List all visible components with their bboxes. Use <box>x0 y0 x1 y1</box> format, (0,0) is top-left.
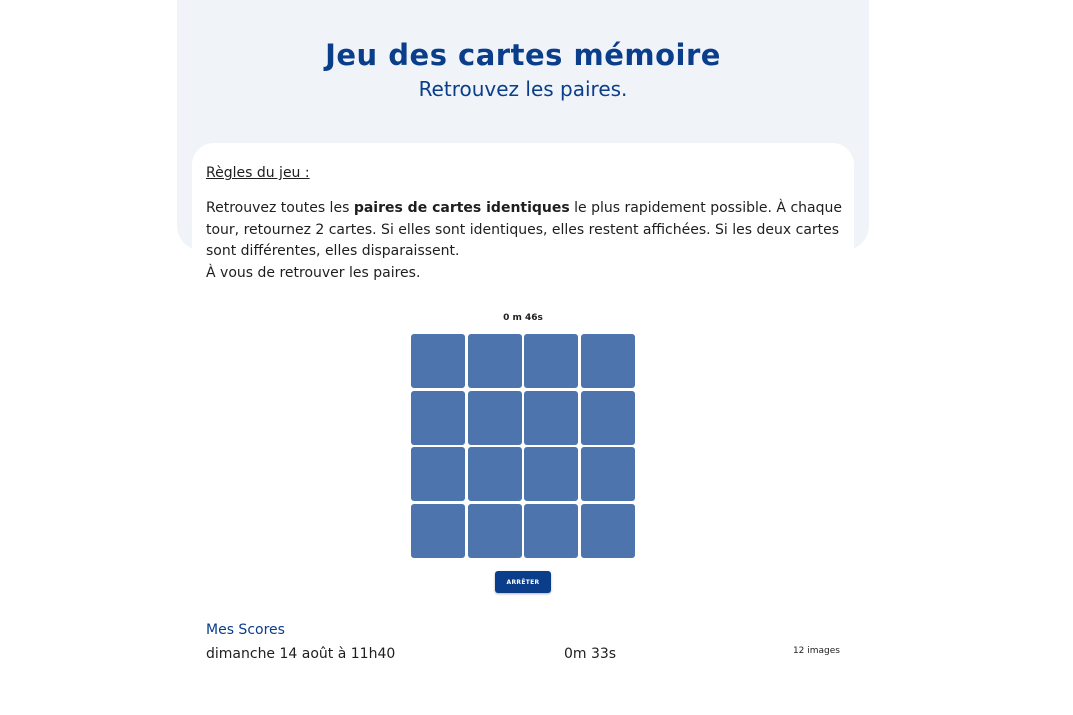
memory-card[interactable] <box>524 334 578 388</box>
memory-card[interactable] <box>411 391 465 445</box>
rules-detail: le plus rapidement possible. À chaque tour, retournez 2 cartes. Si elles sont identiques, elles restent affichées. Si les deux cartes sont différentes, elles disparaissent. <box>206 200 842 259</box>
rules-text <box>206 198 842 284</box>
memory-card[interactable] <box>468 391 522 445</box>
score-date: dimanche 14 août à 11h40 <box>206 646 396 662</box>
score-images: 12 images <box>792 646 840 656</box>
memory-card[interactable] <box>468 334 522 388</box>
scores-heading: Mes Scores <box>206 622 285 638</box>
page-title: Jeu des cartes mémoire <box>325 38 721 72</box>
page-subtitle: Retrouvez les paires. <box>418 77 628 101</box>
memory-card[interactable] <box>524 391 578 445</box>
stop-button[interactable]: ARRÊTER <box>495 571 551 593</box>
memory-card[interactable] <box>581 391 635 445</box>
memory-card[interactable] <box>411 447 465 501</box>
memory-card[interactable] <box>468 447 522 501</box>
game-timer: 0 m 46s <box>503 313 543 323</box>
rules-emphasis: paires de cartes identiques <box>353 200 570 216</box>
memory-card[interactable] <box>581 334 635 388</box>
rules-heading: Règles du jeu : <box>206 165 310 181</box>
rules-intro: Retrouvez toutes les <box>206 200 354 216</box>
memory-card[interactable] <box>411 504 465 558</box>
score-time: 0m 33s <box>564 646 617 662</box>
rules-closing: À vous de retrouver les paires. <box>206 264 421 281</box>
memory-card[interactable] <box>524 504 578 558</box>
memory-card[interactable] <box>411 334 465 388</box>
card-grid <box>411 334 635 558</box>
memory-card[interactable] <box>581 447 635 501</box>
memory-card[interactable] <box>581 504 635 558</box>
memory-card[interactable] <box>524 447 578 501</box>
memory-card[interactable] <box>468 504 522 558</box>
